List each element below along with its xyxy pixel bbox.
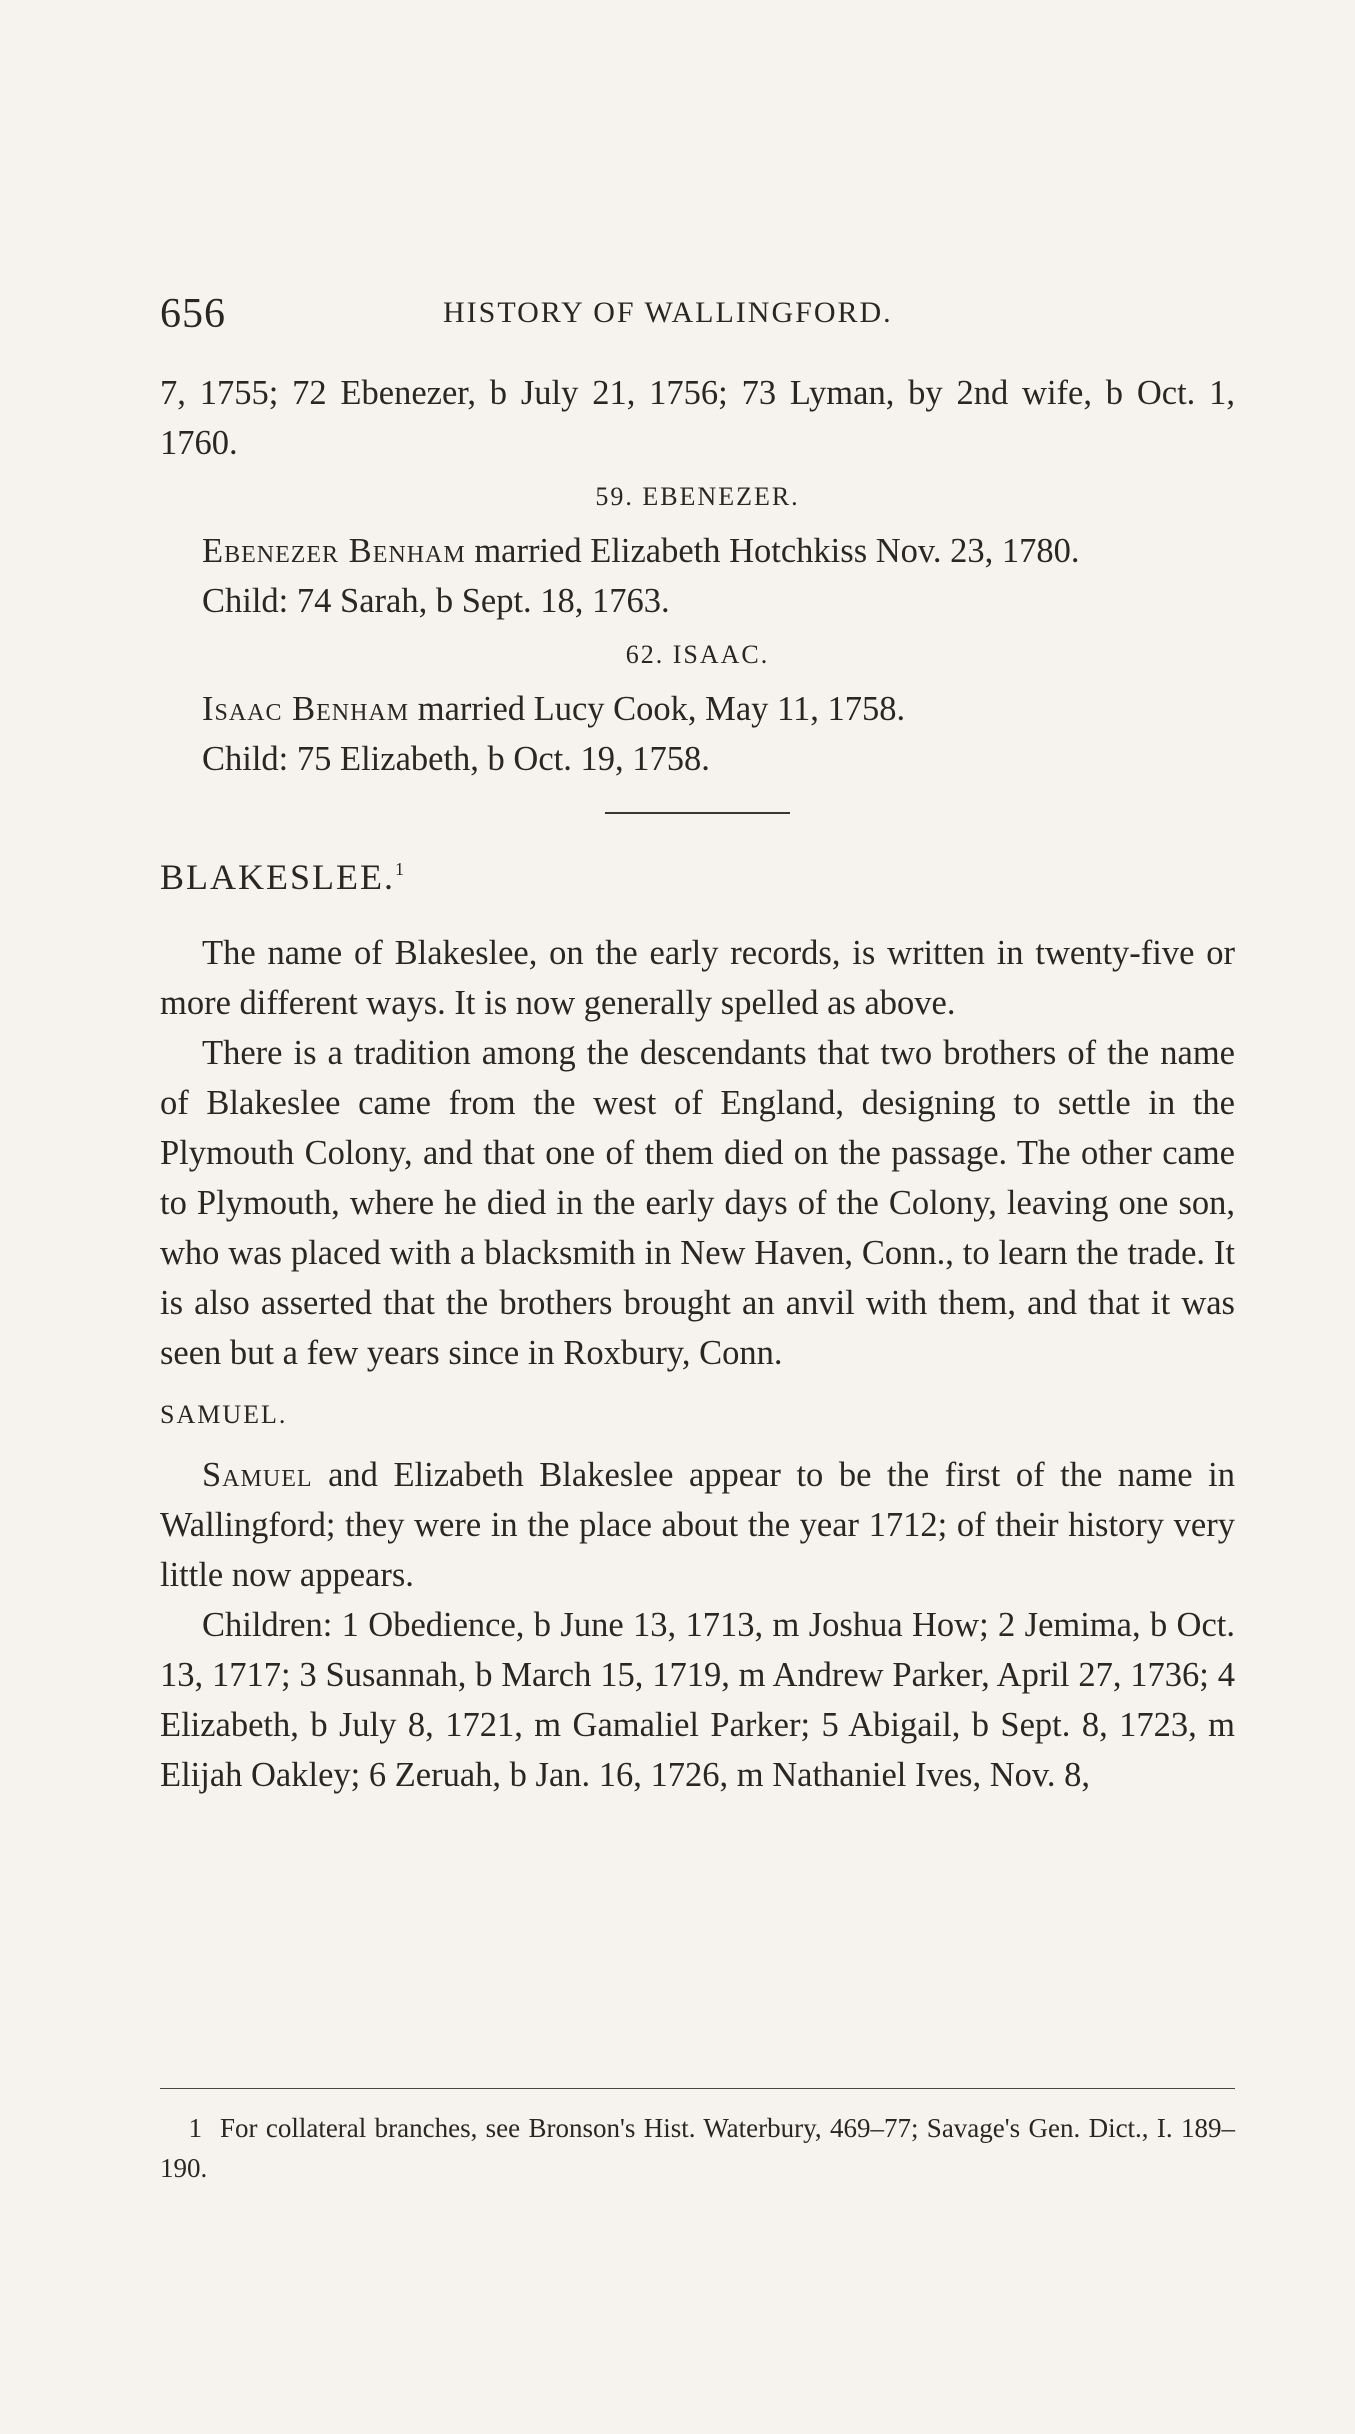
footnote-number: 1: [188, 2113, 202, 2143]
footnote-divider: [160, 2088, 1235, 2089]
paragraph-isaac-marriage: [160, 684, 1235, 734]
paragraph-text: married Elizabeth Hotchkiss Nov. 23, 1780.: [465, 532, 1080, 570]
person-name: Isaac Benham: [202, 690, 410, 728]
subheading-samuel: SAMUEL.: [160, 1400, 288, 1429]
section-title-text: BLAKESLEE.: [160, 857, 395, 897]
paragraph-text: married Lucy Cook, May 11, 1758.: [409, 690, 906, 728]
subheading-isaac: 62. ISAAC.: [625, 640, 770, 669]
page-header: [160, 290, 1235, 350]
paragraph-ebenezer-child: Child: 74 Sarah, b Sept. 18, 1763.: [202, 582, 670, 620]
page-body: [160, 368, 1235, 1800]
paragraph-text: and Elizabeth Blakeslee appear to be the first of the name in Wallingford; they were in the place about the year 1712; of their history very little now appears.: [160, 1456, 1235, 1594]
paragraph-samuel: [160, 1450, 1235, 1600]
running-title: HISTORY OF WALLINGFORD.: [443, 296, 893, 329]
paragraph-isaac-child: Child: 75 Elizabeth, b Oct. 19, 1758.: [202, 740, 710, 778]
footnote: [160, 2108, 1235, 2188]
person-name: Samuel: [202, 1456, 313, 1494]
paragraph-name-spelling: The name of Blakeslee, on the early records, is written in twenty-five or more different ways. It is now generally spelled as above.: [160, 934, 1235, 1022]
section-divider: [605, 812, 790, 814]
section-title: [160, 844, 1235, 902]
paragraph-continuation: 7, 1755; 72 Ebenezer, b July 21, 1756; 73 Lyman, by 2nd wife, b Oct. 1, 1760.: [160, 374, 1235, 462]
page-number: 656: [160, 291, 226, 337]
person-name: Ebenezer Benham: [202, 532, 466, 570]
footnote-text: For collateral branches, see Bronson's Hist. Waterbury, 469–77; Savage's Gen. Dict., I. 189–190.: [160, 2113, 1235, 2183]
footnote-marker: 1: [394, 859, 406, 879]
footnotes: [160, 2108, 1235, 2188]
subheading-ebenezer: 59. EBENEZER.: [595, 482, 800, 511]
paragraph-ebenezer-marriage: [160, 526, 1235, 576]
paragraph-tradition: There is a tradition among the descendants that two brothers of the name of Blakeslee came from the west of England, designing to settle in the Plymouth Colony, and that one of them died on the passage. The other came to Plymouth, where he died in the early days of the Colony, leaving one son, who was placed with a blacksmith in New Haven, Conn., to learn the trade. It is also asserted that the brothers brought an anvil with them, and that it was seen but a few years since in Roxbury, Conn.: [160, 1034, 1235, 1372]
paragraph-samuel-children: Children: 1 Obedience, b June 13, 1713, m Joshua How; 2 Jemima, b Oct. 13, 1717; 3 Susannah, b March 15, 1719, m Andrew Parker, April 27, 1736; 4 Elizabeth, b July 8, 1721, m Gamaliel Parker; 5 Abigail, b Sept. 8, 1723, m Elijah Oakley; 6 Zeruah, b Jan. 16, 1726, m Nathaniel Ives, Nov. 8,: [160, 1606, 1235, 1794]
